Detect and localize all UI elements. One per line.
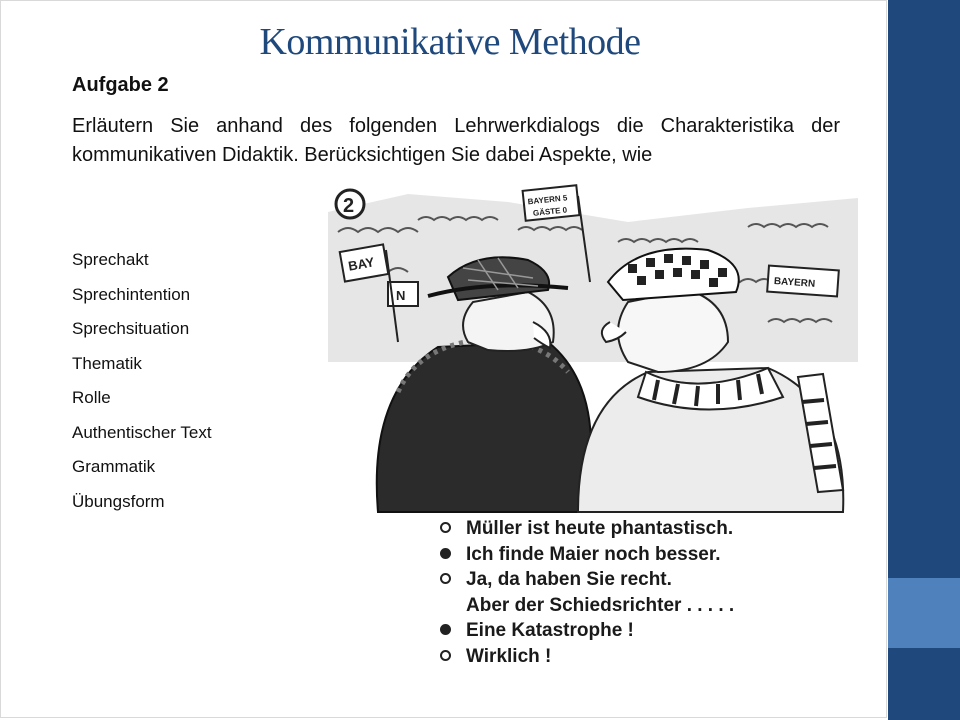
banner-text: GÄSTE 0 [532, 205, 568, 218]
speaker-marker-open [440, 573, 451, 584]
dialog-text: Eine Katastrophe ! [466, 620, 634, 641]
panel-number: 2 [343, 195, 355, 217]
task-heading: Aufgabe 2 [72, 74, 169, 96]
speaker-marker-open [440, 650, 451, 661]
dialog-line [436, 618, 734, 644]
aspect-item: Sprechakt [72, 250, 149, 269]
aspect-item: Grammatik [72, 457, 156, 476]
dialog-text: Ja, da haben Sie recht. [466, 569, 672, 590]
aspect-item: Rolle [72, 388, 111, 407]
task-text: Erläutern Sie anhand des folgenden Lehrwerkdialogs die Charakteristika der kommunikativen Didaktik. Berücksichtigen Sie dabei Aspekte, wie [72, 115, 840, 166]
dialog-line [436, 567, 734, 593]
side-accent-block [888, 578, 960, 648]
dialog-line [436, 516, 734, 542]
cartoon-illustration [328, 172, 858, 670]
dialog-line [436, 593, 734, 619]
aspect-list [72, 250, 212, 526]
speaker-marker-filled [440, 624, 451, 635]
dialog-list [436, 516, 734, 669]
slide-title: Kommunikative Methode [259, 21, 641, 63]
banner-text: BAY [347, 254, 376, 274]
aspect-item: Thematik [72, 353, 142, 373]
aspect-item: Sprechintention [72, 284, 191, 304]
dialog-line [436, 542, 734, 568]
banner-text: N [396, 288, 406, 303]
aspect-item: Übungsform [72, 491, 165, 511]
banner-text: BAYERN 5 [527, 193, 568, 207]
dialog-text: Wirklich ! [466, 645, 552, 667]
aspect-item: Authentischer Text [72, 422, 212, 442]
banner-text: BAYERN [773, 275, 816, 290]
speaker-marker-filled [440, 548, 451, 559]
aspect-item: Sprechsituation [72, 319, 190, 338]
dialog-text: Aber der Schiedsrichter . . . . . [466, 594, 735, 616]
dialog-text: Müller ist heute phantastisch. [466, 518, 734, 539]
dialog-line [436, 644, 734, 670]
speaker-marker-open [440, 522, 451, 533]
dialog-text: Ich finde Maier noch besser. [466, 543, 721, 565]
